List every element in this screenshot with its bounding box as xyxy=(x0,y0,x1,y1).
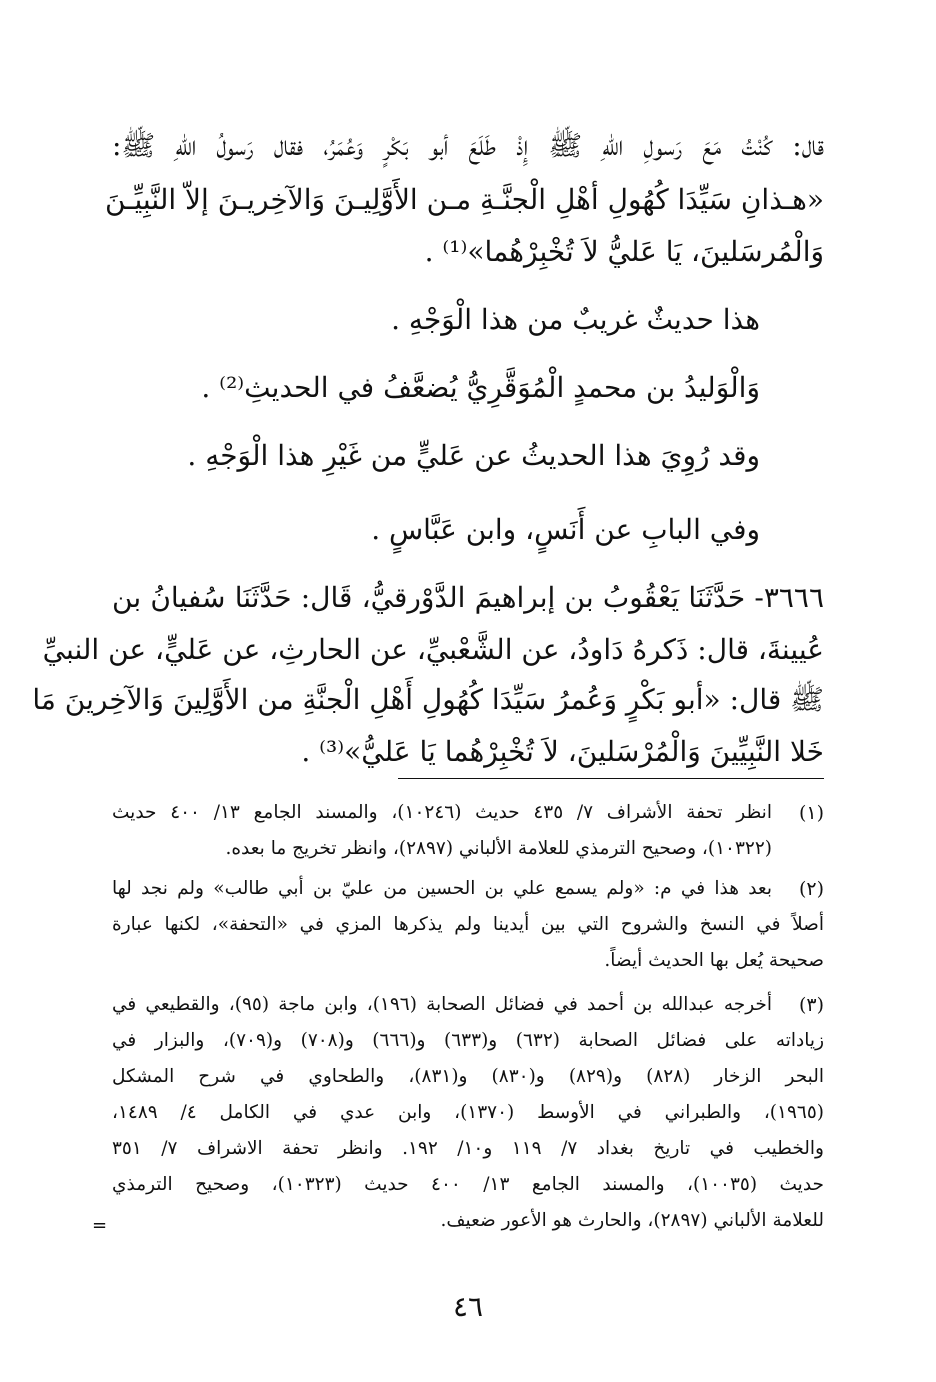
footnote-line: زياداته على فضائل الصحابة (٦٣٢) و(٦٣٣) و(٦٦٦) و(٧٠٨) و(٧٠٩)، والبزار في xyxy=(112,1030,825,1051)
hadith-line: خَلا النَّبِيِّينَ وَالْمُرْسَلينَ، لاَ تُخْبِرْهُما يَا عَليُّ»⁽³⁾ . xyxy=(301,735,824,768)
footnote-line: والخطيب في تاريخ بغداد ٧/ ١١٩ و١٠/ ١٩٢. وانظر تحفة الاشراف ٧/ ٣٥١ xyxy=(112,1138,824,1159)
page-number: ٤٦ xyxy=(452,1290,484,1323)
footnote-line: (١٠٣٢٢)، وصحيح الترمذي للعلامة الألباني (٢٨٩٧)، وانظر تخريج ما بعده. xyxy=(225,838,772,859)
footnote-number: (٢) xyxy=(798,878,824,900)
main-text-line: قال: كُنْتُ مَعَ رَسولِ اللهِ ﷺ إِذْ طَلَعَ أبو بَكْرٍ وَعُمَرُ، فقال رَسولُ اللهِ ﷺ: xyxy=(112,129,824,162)
footnote-line: البحر الزخار (٨٢٨) و(٨٢٩) و(٨٣٠) و(٨٣١)، والطحاوي في شرح المشكل xyxy=(112,1066,825,1087)
hadith-line: ﷺ قال: «أبو بَكْرٍ وَعُمرُ سَيِّدَا كُهُولِ أَهْلِ الْجنَّةِ من الأَوَّلِينَ وَالآخِرينَ مَا xyxy=(32,683,824,716)
footnote-line: أصلاً في النسخ والشروح التي بين أيدينا ولم يذكرها المزي في «التحفة»، لكنها عبارة xyxy=(112,914,824,935)
footnote-line: صحيحة يُعل بها الحديث أيضاً. xyxy=(604,950,824,971)
main-text-line: وقد رُوِيَ هذا الحديثُ عن عَليٍّ من غَيْرِ هذا الْوَجْهِ . xyxy=(187,439,760,472)
footnote-line: للعلامة الألباني (٢٨٩٧)، والحارث هو الأعور ضعيف. xyxy=(440,1210,824,1231)
main-text-line: «هـذانِ سَيِّدَا كُهُولِ أهْلِ الْجنَّـةِ مـن الأَوَّلِيـنَ وَالآخِريـنَ إلاّ النَّبِيِّـنَ xyxy=(104,183,824,216)
main-text-line: وَالْمُرسَلينَ، يَا عَليُّ لاَ تُخْبِرْهُما»⁽¹⁾ . xyxy=(424,235,824,268)
hadith-line: ٣٦٦٦- حَدَّثَنَا يَعْقُوبُ بن إبراهيمَ الدَّوْرقيُّ، قَال: حَدَّثَنَا سُفيانُ بن xyxy=(112,581,824,614)
main-text-line: وَالْوَليدُ بن محمدٍ الْمُوَقَّرِيُّ يُضعَّفُ في الحديثِ⁽²⁾ . xyxy=(201,371,760,404)
footnote-separator xyxy=(398,778,824,779)
main-text-line: وفي البابِ عن أَنَسٍ، وابن عَبَّاسٍ . xyxy=(371,513,760,546)
footnote-line: (١٩٦٥)، والطبراني في الأوسط (١٣٧٠)، وابن عدي في الكامل ٤/ ١٤٨٩، xyxy=(112,1102,824,1123)
footnote-number: (٣) xyxy=(798,994,824,1016)
continuation-mark: = xyxy=(92,1215,108,1236)
footnote-line: أخرجه عبدالله بن أحمد في فضائل الصحابة (١٩٦)، وابن ماجة (٩٥)، والقطيعي في xyxy=(112,994,772,1015)
hadith-line: عُيينةَ، قال: ذَكرهُ دَاودُ، عن الشَّعْبيِّ، عن الحارثِ، عن عَليٍّ، عن النبيِّ xyxy=(42,633,824,666)
footnote-number: (١) xyxy=(798,802,824,824)
footnote-line: بعد هذا في م: «ولم يسمع علي بن الحسين من عليّ بن أبي طالب» ولم نجد لها xyxy=(112,878,772,899)
main-text-line: هذا حديثٌ غريبٌ من هذا الْوَجْهِ . xyxy=(391,303,760,336)
footnote-line: حديث (١٠٠٣٥)، والمسند الجامع ١٣/ ٤٠٠ حديث (١٠٣٢٣)، وصحيح الترمذي xyxy=(112,1174,824,1195)
footnote-line: انظر تحفة الأشراف ٧/ ٤٣٥ حديث (١٠٢٤٦)، والمسند الجامع ١٣/ ٤٠٠ حديث xyxy=(112,802,772,823)
